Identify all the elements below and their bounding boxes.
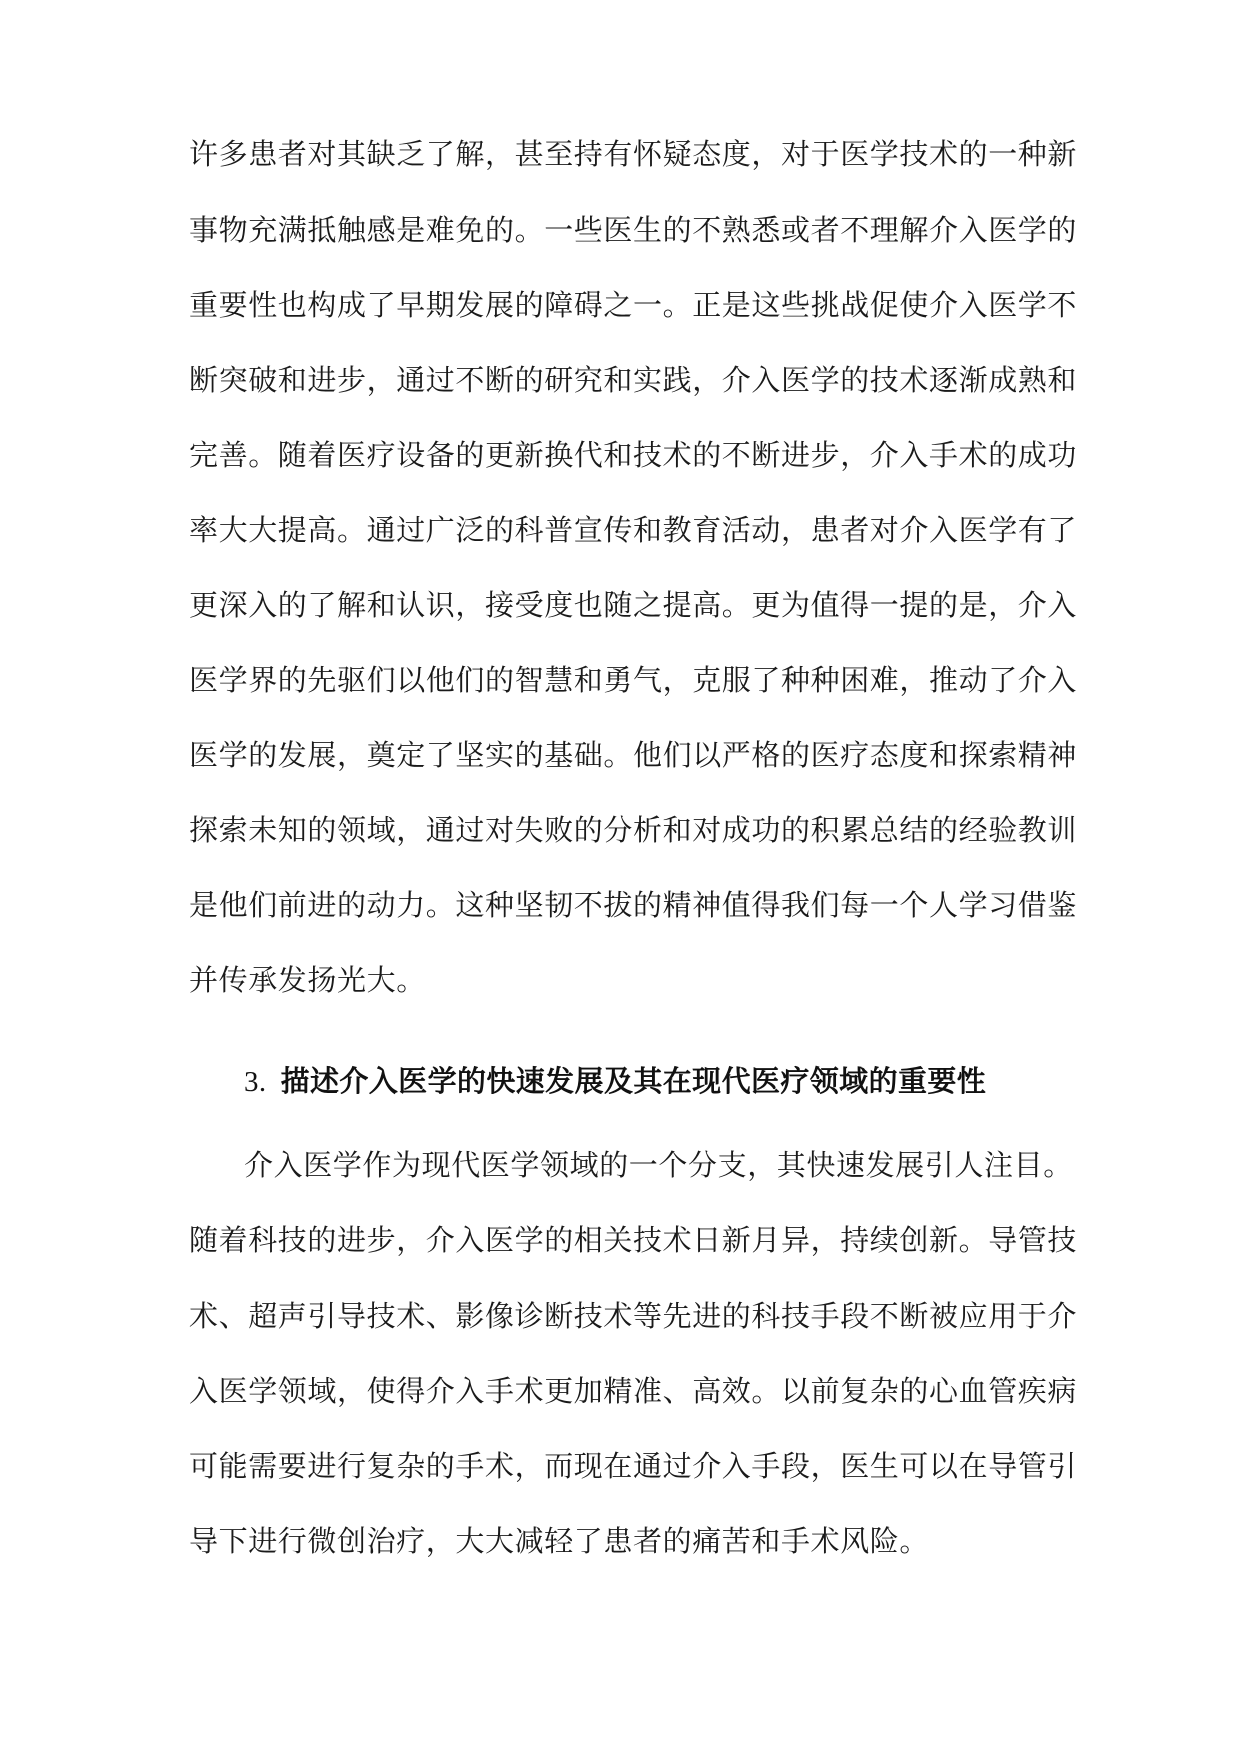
paragraph-line: 率大大提高。通过广泛的科普宣传和教育活动，患者对介入医学有了 <box>189 513 1078 547</box>
paragraph-line: 断突破和进步，通过不断的研究和实践，介入医学的技术逐渐成熟和 <box>189 363 1078 397</box>
section-heading <box>244 1061 1064 1102</box>
section-number: 3. <box>244 1066 267 1098</box>
paragraph-line: 并传承发扬光大。 <box>189 963 426 997</box>
paragraph-line: 医学的发展，奠定了坚实的基础。他们以严格的医疗态度和探索精神 <box>189 738 1078 772</box>
paragraph-line: 重要性也构成了早期发展的障碍之一。正是这些挑战促使介入医学不 <box>189 288 1078 322</box>
paragraph-line: 医学界的先驱们以他们的智慧和勇气，克服了种种困难，推动了介入 <box>189 663 1078 697</box>
paragraph-line: 事物充满抵触感是难免的。一些医生的不熟悉或者不理解介入医学的 <box>189 213 1078 247</box>
paragraph-line: 完善。随着医疗设备的更新换代和技术的不断进步，介入手术的成功 <box>189 438 1078 472</box>
paragraph-line: 介入医学作为现代医学领域的一个分支，其快速发展引人注目。 <box>244 1148 1073 1182</box>
paragraph-line: 探索未知的领域，通过对失败的分析和对成功的积累总结的经验教训 <box>189 813 1078 847</box>
paragraph-line: 是他们前进的动力。这种坚韧不拔的精神值得我们每一个人学习借鉴 <box>189 888 1078 922</box>
paragraph-line: 许多患者对其缺乏了解，甚至持有怀疑态度，对于医学技术的一种新 <box>189 137 1078 171</box>
section-title: 描述介入医学的快速发展及其在现代医疗领域的重要性 <box>280 1064 987 1098</box>
paragraph-line: 导下进行微创治疗，大大减轻了患者的痛苦和手术风险。 <box>189 1524 930 1558</box>
paragraph-line: 术、超声引导技术、影像诊断技术等先进的科技手段不断被应用于介 <box>189 1299 1078 1333</box>
paragraph-line: 随着科技的进步，介入医学的相关技术日新月异，持续创新。导管技 <box>189 1223 1078 1257</box>
paragraph-line: 可能需要进行复杂的手术，而现在通过介入手段，医生可以在导管引 <box>189 1449 1078 1483</box>
paragraph-line: 入医学领域，使得介入手术更加精准、高效。以前复杂的心血管疾病 <box>189 1374 1078 1408</box>
paragraph-line: 更深入的了解和认识，接受度也随之提高。更为值得一提的是，介入 <box>189 588 1078 622</box>
